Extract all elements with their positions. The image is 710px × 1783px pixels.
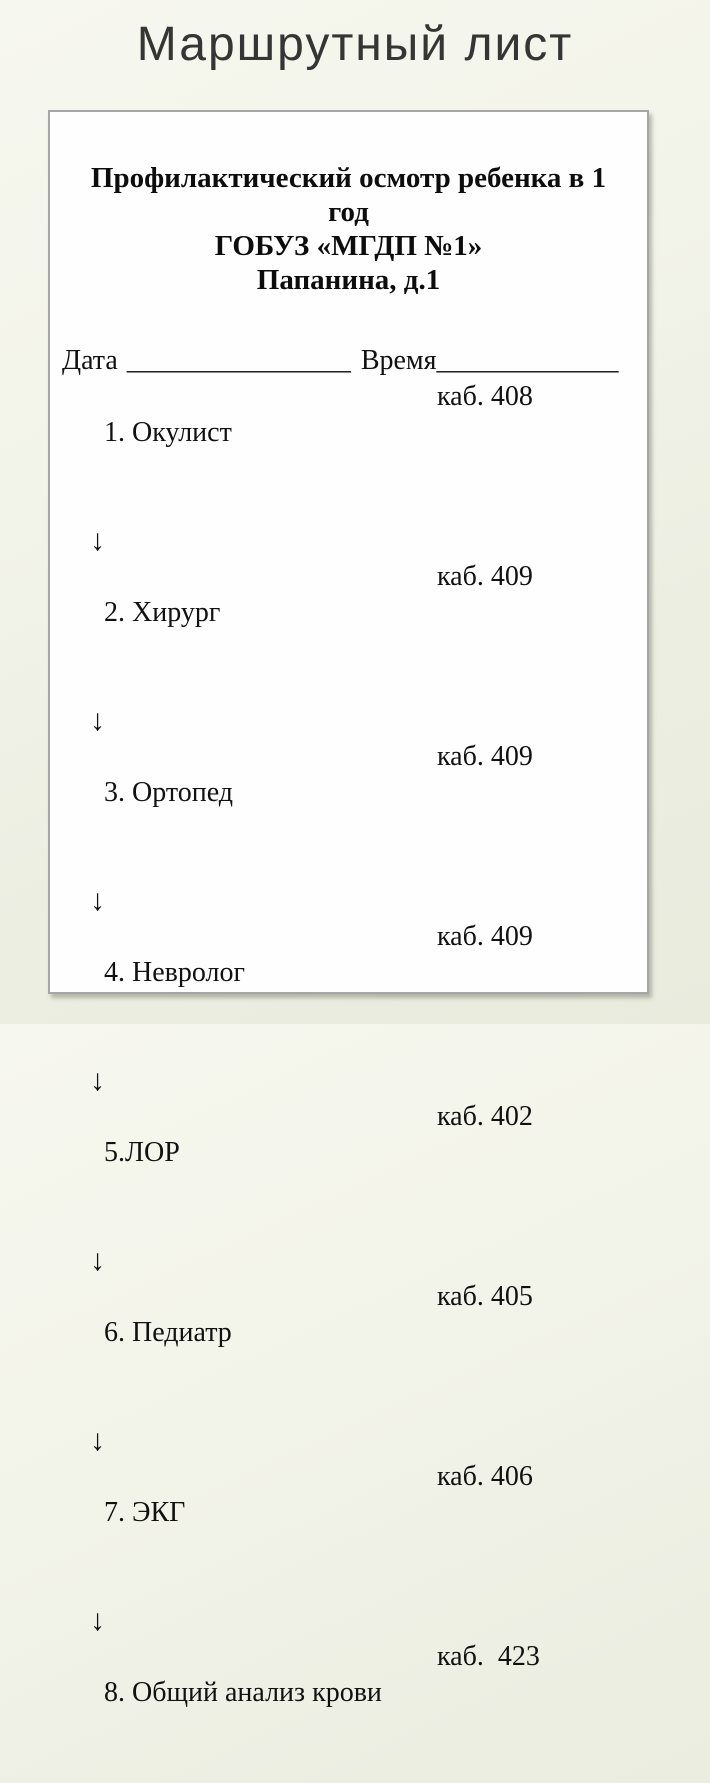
visit-cabinet: каб. 405 bbox=[437, 1281, 533, 1312]
visit-name: 6. Педиатр bbox=[104, 1317, 232, 1348]
heading-line-4: Папанина, д.1 bbox=[256, 264, 441, 296]
visit-name: 5.ЛОР bbox=[104, 1137, 180, 1168]
visit-name: 2. Хирург bbox=[104, 597, 221, 628]
down-arrow-icon: ↓ bbox=[90, 704, 105, 737]
sheet-heading bbox=[50, 161, 647, 297]
visit-row-1 bbox=[50, 379, 647, 523]
visit-row-8 bbox=[50, 1639, 647, 1783]
visit-cabinet: каб. 406 bbox=[437, 1461, 533, 1492]
time-label: Время bbox=[360, 345, 437, 376]
visit-row-6 bbox=[50, 1279, 647, 1423]
heading-line-1: Профилактический осмотр ребенка в 1 bbox=[90, 162, 607, 194]
visit-cabinet: каб. 409 bbox=[437, 741, 533, 772]
date-blank-field: ________________ bbox=[126, 345, 351, 376]
down-arrow-icon: ↓ bbox=[90, 1604, 105, 1637]
heading-line-3: ГОБУЗ «МГДП №1» bbox=[214, 230, 483, 262]
date-label: Дата bbox=[62, 345, 118, 376]
visit-name: 4. Невролог bbox=[104, 957, 245, 988]
visit-cabinet: каб. 409 bbox=[437, 921, 533, 952]
visit-row-4 bbox=[50, 919, 647, 1063]
visit-name: 1. Окулист bbox=[104, 417, 232, 448]
visit-cabinet: каб. 423 bbox=[437, 1641, 540, 1672]
visit-cabinet: каб. 409 bbox=[437, 561, 533, 592]
visit-name: 3. Ортопед bbox=[104, 777, 234, 808]
visit-list bbox=[50, 379, 647, 1783]
visit-cabinet: каб. 408 bbox=[437, 381, 533, 412]
down-arrow-icon: ↓ bbox=[90, 1064, 105, 1097]
page-title: Маршрутный лист bbox=[136, 18, 574, 71]
visit-cabinet: каб. 402 bbox=[437, 1101, 533, 1132]
heading-line-2: год bbox=[328, 196, 369, 228]
visit-row-7 bbox=[50, 1459, 647, 1603]
date-time-line bbox=[50, 343, 647, 379]
down-arrow-icon: ↓ bbox=[90, 524, 105, 557]
visit-row-5 bbox=[50, 1099, 647, 1243]
time-blank-field: _____________ bbox=[436, 345, 619, 376]
visit-name: 8. Общий анализ крови bbox=[104, 1677, 382, 1708]
down-arrow-icon: ↓ bbox=[90, 1424, 105, 1457]
down-arrow-icon: ↓ bbox=[90, 884, 105, 917]
visit-row-2 bbox=[50, 559, 647, 703]
visit-row-3 bbox=[50, 739, 647, 883]
down-arrow-icon: ↓ bbox=[90, 1244, 105, 1277]
visit-name: 7. ЭКГ bbox=[104, 1497, 186, 1528]
route-sheet bbox=[48, 110, 649, 1708]
